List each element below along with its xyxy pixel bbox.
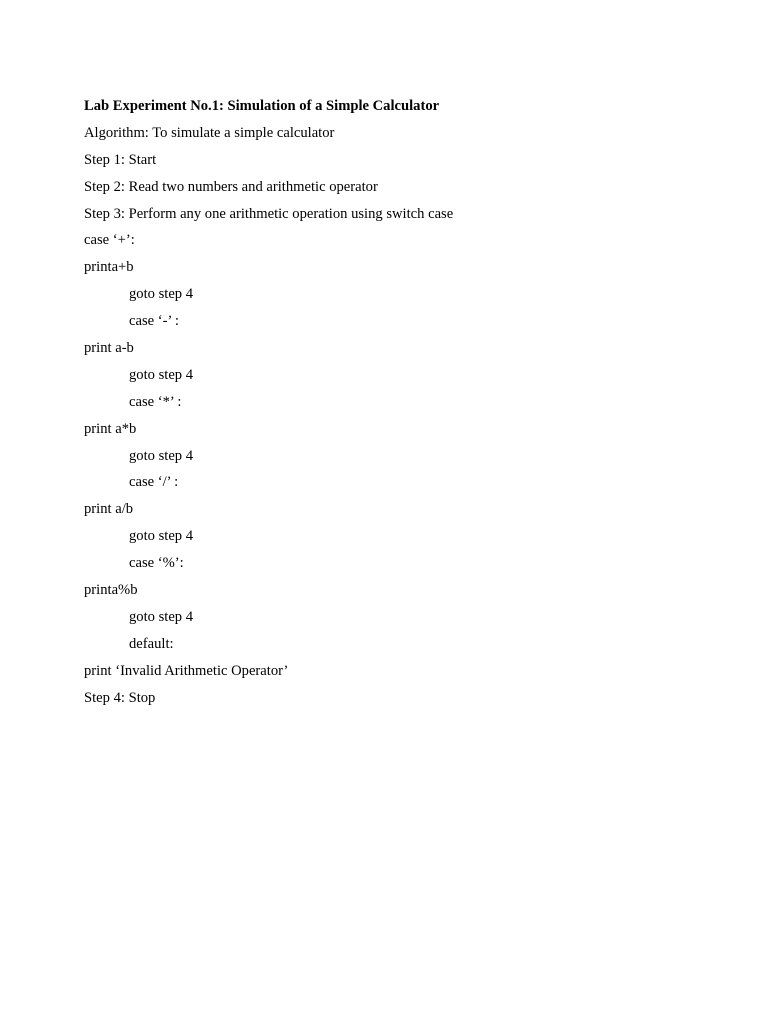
algorithm-line: goto step 4 bbox=[129, 286, 194, 303]
algorithm-line: print a-b bbox=[84, 340, 134, 357]
algorithm-line: case ‘*’ : bbox=[129, 393, 182, 410]
document-body bbox=[84, 93, 704, 711]
algorithm-line: Algorithm: To simulate a simple calculator bbox=[84, 124, 335, 141]
algorithm-line: case ‘+’: bbox=[84, 232, 135, 249]
algorithm-line: print a*b bbox=[84, 420, 137, 437]
algorithm-line: goto step 4 bbox=[129, 366, 194, 383]
algorithm-line: case ‘%’: bbox=[129, 555, 184, 572]
algorithm-lines bbox=[84, 120, 704, 712]
algorithm-line: goto step 4 bbox=[129, 608, 194, 625]
algorithm-line: case ‘-’ : bbox=[129, 313, 179, 330]
algorithm-line: default: bbox=[129, 635, 174, 652]
algorithm-line: Step 4: Stop bbox=[84, 689, 156, 706]
algorithm-line: Step 1: Start bbox=[84, 151, 157, 168]
algorithm-line: printa%b bbox=[84, 582, 138, 599]
algorithm-line: goto step 4 bbox=[129, 447, 194, 464]
algorithm-line: print a/b bbox=[84, 501, 134, 518]
algorithm-line: Step 2: Read two numbers and arithmetic operator bbox=[84, 178, 378, 195]
algorithm-line: Step 3: Perform any one arithmetic operation using switch case bbox=[84, 205, 454, 222]
algorithm-line: goto step 4 bbox=[129, 528, 194, 545]
document-title: Lab Experiment No.1: Simulation of a Simple Calculator bbox=[84, 98, 440, 114]
algorithm-line: printa+b bbox=[84, 259, 134, 276]
algorithm-line: print ‘Invalid Arithmetic Operator’ bbox=[84, 662, 289, 679]
algorithm-line: case ‘/’ : bbox=[129, 474, 179, 491]
